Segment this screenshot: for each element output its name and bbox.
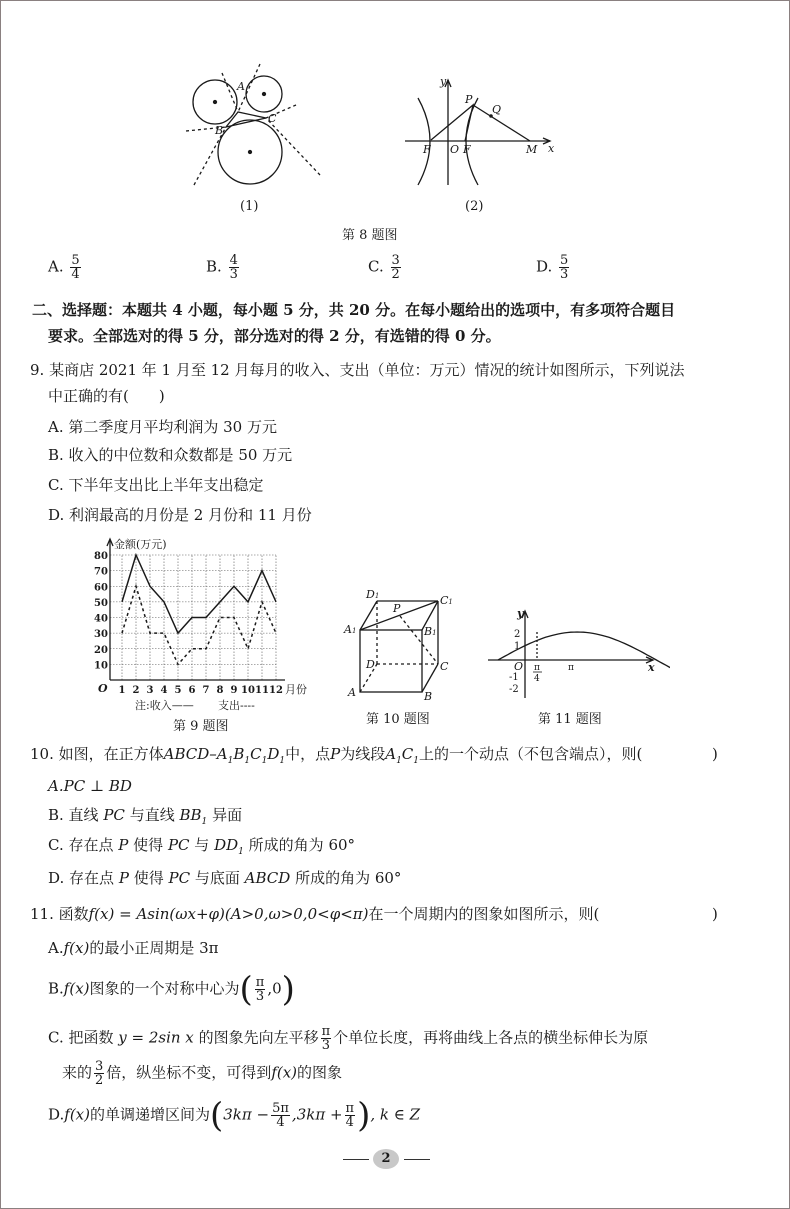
math: P [118,836,129,854]
y-tick-label: 10 [94,660,108,672]
y-tick-label: 30 [94,629,108,641]
y-tick-label: 70 [94,566,108,578]
numerator: 5 [71,253,80,268]
x-tick-label: 12 [269,685,283,696]
vertex-c: C [440,660,449,673]
denominator: 4 [276,1115,285,1130]
math: f(x) [63,939,90,957]
text: 异面 [212,806,243,824]
text: 10. 如图，在正方体 [30,745,164,763]
x-tick-label: 1 [118,685,126,696]
denominator: 2 [391,267,400,282]
denominator: 3 [229,267,238,282]
denominator: 2 [95,1073,104,1088]
math: $DD_1$ [214,836,244,857]
x-tick-label: 8 [216,685,224,696]
option-label: D. [536,257,553,276]
math: PC [168,869,191,887]
figure-8-2-label: (2) [465,199,484,214]
segment-pc [400,616,438,664]
figure-10-caption: 第 10 题图 [366,712,430,727]
vertex-c1: C1 [440,594,453,607]
vertex-d: D [366,658,375,671]
footer-rule-left [343,1159,369,1160]
paren: ) [357,1095,371,1136]
x-tick-label: 3 [146,685,154,696]
fraction [94,1060,104,1087]
numerator: 5π [272,1101,289,1116]
math: f(x) [88,905,115,923]
text: 11. 函数 [30,905,89,923]
y-tick-label: 60 [94,582,108,594]
fraction [559,254,569,281]
point-f2: F [463,143,471,156]
fraction [345,1102,356,1129]
text: D. [48,1105,65,1124]
text: B. [48,979,64,998]
q10-stem [30,744,642,771]
origin-label: O [514,660,524,673]
q8-option-a[interactable] [48,254,83,281]
y-tick-2: 2 [514,629,521,640]
x-tick-labels [119,685,283,696]
denominator: 3 [321,1038,330,1053]
text: 与直线 [129,806,175,824]
text: 所成的角为 60° [295,869,402,887]
point-p: P [330,745,341,763]
q11-option-a[interactable] [48,938,219,958]
text: D. 存在点 [48,869,115,887]
x-tick-label: 11 [255,685,269,696]
q11-option-d[interactable] [48,1095,421,1136]
triangle-abc [226,112,266,127]
section-2-heading: 二、选择题：本题共 4 小题，每小题 5 分，共 20 分。在每小题给出的选项中，有多项符合题目 [32,301,676,319]
q8-option-b[interactable] [206,254,241,281]
label-c: C [268,112,277,125]
numerator: π [345,1101,355,1116]
math: 3kπ − [223,1105,270,1124]
math: f(x) [271,1063,298,1082]
x-tick-label: 9 [230,685,238,696]
text: 在一个周期内的图象如图所示，则( [368,905,600,923]
q9-option-d[interactable]: D. 利润最高的月份是 2 月份和 11 月份 [48,506,312,524]
math: , k ∈ Z [370,1105,421,1124]
chart-series [122,555,276,664]
text: C. 存在点 [48,836,114,854]
origin-label: O [98,682,108,695]
series-line-income [122,555,276,633]
numerator: 5 [560,253,569,268]
fraction [70,254,80,281]
y-tick-1: 1 [514,641,521,652]
text: 图象的一个对称中心为 [89,979,240,998]
option-label: B. [206,257,222,276]
x-tick-label: 2 [132,685,140,696]
vertex-b: B [424,690,433,703]
q11-stem [30,904,599,924]
fraction [321,1025,332,1052]
legend-income: 注:收入—— [135,699,194,712]
text: 个单位长度，再将曲线上各点的横坐标伸长为原 [333,1028,649,1047]
math: PC [103,806,125,824]
answer-paren: ) [712,905,718,923]
option-label: C. [368,257,384,276]
q9-option-c[interactable]: C. 下半年支出比上半年支出稳定 [48,476,264,494]
text: 倍，纵坐标不变，可得到 [106,1063,272,1082]
fraction [255,976,266,1003]
x-tick-pi-over-4-num: π [534,663,540,673]
math: P [118,869,129,887]
option-label: A. [48,257,64,276]
text: 上的一个动点（不包含端点），则( [419,745,643,763]
figure-8-1 [186,64,320,185]
figure-9-caption: 第 9 题图 [173,719,229,734]
text: 所成的角为 60° [248,836,356,854]
math: ,3kπ + [291,1105,343,1124]
figure-10-cube [330,580,490,735]
vertex-a: A [348,686,356,699]
text: 为线段 [340,745,386,763]
text: 与底面 [194,869,240,887]
x-tick-label: 6 [188,685,196,696]
math: = Asin(ωx+φ)(A>0,ω>0,0<φ<π) [114,905,369,923]
numerator: 3 [95,1059,104,1074]
y-tick-label: 50 [94,597,108,609]
point-m: M [526,143,538,156]
origin-o: O [450,143,460,156]
math: f(x) [63,979,90,998]
y-label: y [440,75,447,88]
y-label: y [517,607,524,620]
numerator: π [255,975,265,990]
text: 的图象 [297,1063,343,1082]
cube-name: ABCD–$A_1B_1C_1D_1$ [163,745,286,766]
paren: ) [281,969,295,1010]
point-q: Q [492,103,502,116]
q9-option-b[interactable]: B. 收入的中位数和众数都是 50 万元 [48,446,293,464]
text: 的图象先向左平移 [198,1028,319,1047]
label-b: B [215,124,224,137]
point-f1: F [423,143,431,156]
x-label: x [548,142,555,155]
section-2-instructions: 要求。全部选对的得 5 分，部分选对的得 2 分，有选错的得 0 分。 [48,327,501,345]
text: B. 直线 [48,806,99,824]
q9-stem-line1: 9. 某商店 2021 年 1 月至 12 月每月的收入、支出（单位：万元）情况的统计如图所示，下列说法 [30,361,685,379]
math: ABCD [244,869,291,887]
x-tick-label: 7 [202,685,210,696]
figure-8-1-label: (1) [240,199,259,214]
x-axis-label: 月份 [285,683,307,696]
denominator: 4 [71,267,80,282]
text: ,0 [267,979,282,998]
text: 与 [194,836,210,854]
figure-8 [180,30,580,250]
math: $BB_1$ [179,806,208,827]
x-tick-label: 10 [241,685,255,696]
figure-11-caption: 第 11 题图 [538,712,602,727]
answer-paren: ) [712,745,718,763]
paren: ( [239,969,253,1010]
text: 使得 [133,836,164,854]
math: y = 2sin x [118,1028,194,1047]
text: 来的 [62,1063,93,1082]
x-tick-pi-over-4-den: 4 [534,674,540,684]
figure-8-2 [405,80,550,185]
text: 的最小正周期是 3π [89,939,219,957]
legend-expense: 支出---- [218,699,255,712]
denominator: 3 [255,989,265,1004]
y-tick-neg1: -1 [509,672,519,683]
q10-option-c[interactable] [48,835,355,862]
vertex-d1: D1 [366,588,380,601]
y-tick-label: 20 [94,644,108,656]
numerator: 3 [391,253,400,268]
label-a: A [237,80,245,93]
q8-option-c[interactable] [368,254,403,281]
q11-option-b[interactable] [48,969,295,1010]
segment-name: $A_1C_1$ [385,745,420,766]
x-tick-pi: π [568,663,574,673]
point-p: P [393,602,401,615]
x-tick-label: 5 [174,685,182,696]
figure-11-sine-graph [480,600,670,730]
vertex-b1: B1 [424,625,437,638]
text: 使得 [133,869,164,887]
denominator: 4 [345,1115,354,1130]
page-number: 2 [373,1149,399,1169]
figure-9-chart [80,535,330,735]
q10-option-a[interactable]: A.PC ⊥ BD [48,777,132,795]
x-tick-label: 4 [160,685,168,696]
text: 的单调递增区间为 [89,1105,210,1124]
q9-stem-line2: 中正确的有( ) [48,387,165,405]
y-tick-label: 40 [94,613,108,625]
denominator: 3 [560,267,569,282]
numerator: π [321,1024,331,1039]
text: 中，点 [285,745,331,763]
text: A. [48,939,64,957]
y-axis-label: 金额(万元) [114,538,167,551]
numerator: 4 [229,253,238,268]
q9-option-a[interactable]: A. 第二季度月平均利润为 30 万元 [48,418,277,436]
math: f(x) [64,1105,90,1124]
series-line-expense [122,586,276,664]
y-tick-label: 80 [94,551,108,562]
footer-rule-right [404,1159,430,1160]
fraction [229,254,239,281]
x-label: x [648,661,655,674]
figure-8-caption: 第 8 题图 [342,228,398,243]
point-p: P [465,93,473,106]
q11-option-c-line2 [62,1060,342,1087]
y-tick-labels [94,551,108,671]
q8-option-d[interactable] [536,254,571,281]
paren: ( [210,1095,224,1136]
q11-option-c[interactable] [48,1025,648,1052]
segment-pm [473,105,530,141]
fraction [391,254,401,281]
text: C. 把函数 [48,1028,114,1047]
fraction [271,1102,290,1129]
math: PC [167,836,190,854]
y-tick-neg2: -2 [509,684,519,695]
vertex-a1: A1 [344,623,357,636]
q10-option-b[interactable] [48,805,242,832]
segment-pf [431,105,473,141]
q10-option-d[interactable] [48,868,401,888]
